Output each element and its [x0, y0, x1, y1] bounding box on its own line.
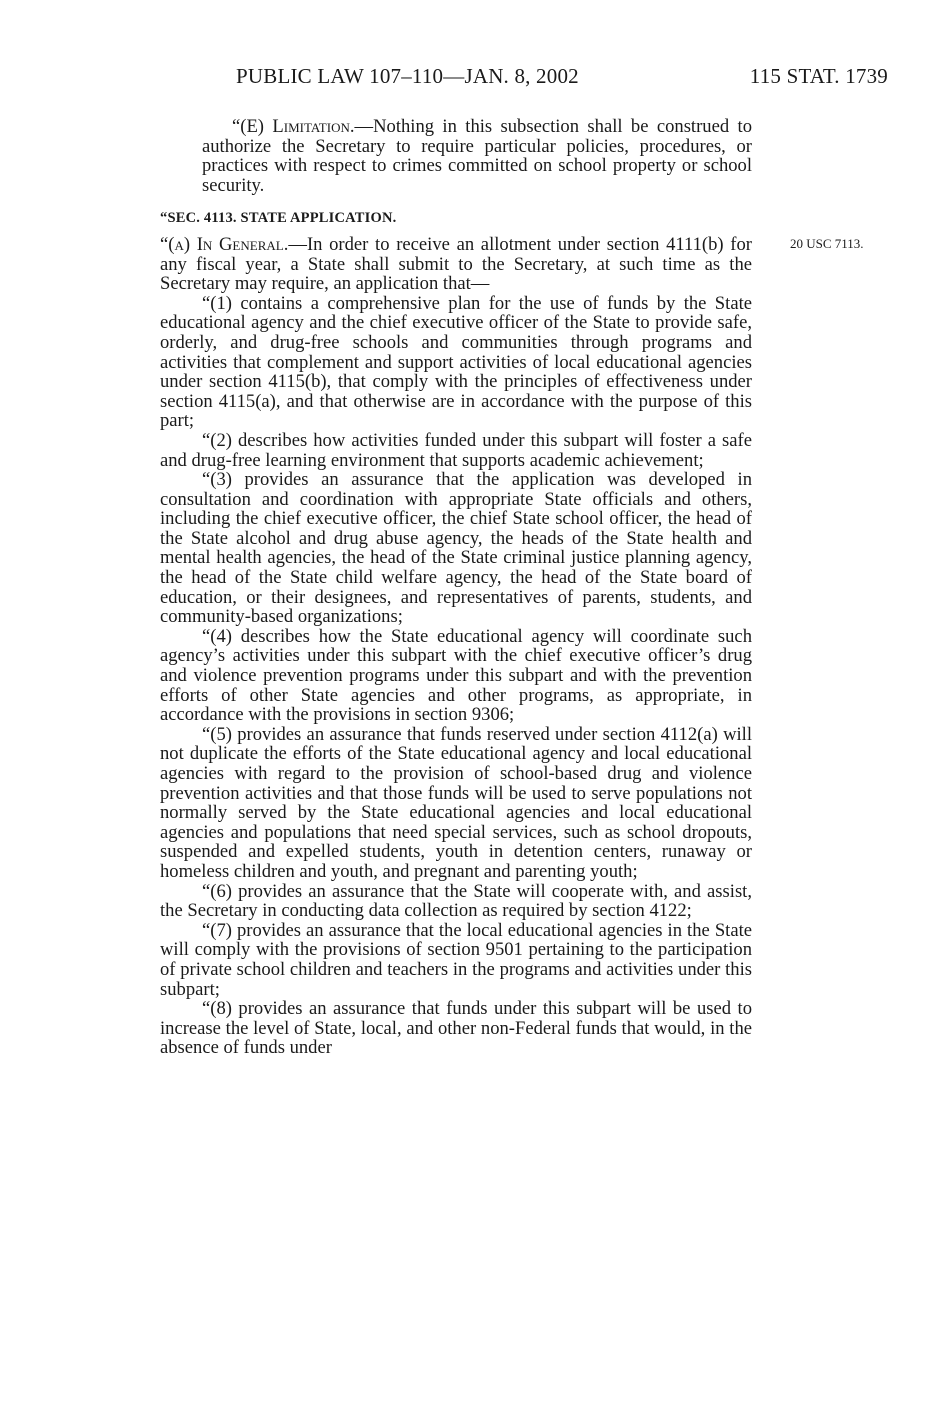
subsection-a-text: —In order to receive an allotment under section 4111(b) for any fiscal year, a State shall submit to the Secretary, at such time as the Secretary may require, an application that—	[160, 233, 752, 295]
list-item: “(7) provides an assurance that the local educational agencies in the State will comply with the provisions of section 9501 pertaining to the participation of private school children and teachers in the programs and activities under this subpart;	[160, 919, 752, 1000]
limitation-label: “(E) Limitation.	[232, 116, 355, 137]
list-item: “(2) describes how activities funded under this subpart will foster a safe and drug-free learning environment that supports academic achievement;	[160, 429, 752, 471]
usc-margin-note: 20 USC 7113.	[790, 236, 864, 251]
list-item: “(4) describes how the State educational agency will coordinate such agency’s activities under this subpart with the chief executive officer’s drug and violence prevention programs under this subpart and with the prevention efforts of other State agencies and other programs, as appropriate, in accordance with the provisions in section 9306;	[160, 625, 752, 726]
statute-page-number: 115 STAT. 1739	[749, 64, 888, 88]
list-item: “(1) contains a comprehensive plan for the use of funds by the State educational agency and the chief executive officer of the State to provide safe, orderly, and drug-free schools and communities through programs and activities that complement and support activities of local educational agencies under section 4115(b), that comply with the principles of effectiveness under section 4115(a), and that otherwise are in accordance with the purpose of this part;	[160, 292, 752, 432]
list-item: “(8) provides an assurance that funds under this subpart will be used to increase the level of State, local, and other non-Federal funds that would, in the absence of funds under	[160, 998, 752, 1059]
document-body	[160, 117, 752, 1058]
list-item: “(3) provides an assurance that the application was developed in consultation and coordination with appropriate State officials and others, including the chief executive officer, the chief State school officer, the head of the State alcohol and drug abuse agency, the heads of the State health and mental health agencies, the head of the State criminal justice planning agency, the head of the State child welfare agency, the head of the State board of education, or their designees, and representatives of parents, students, and community-based organizations;	[160, 469, 752, 628]
running-header	[236, 64, 888, 94]
subsection-a-label-wrap	[160, 234, 288, 255]
requirements-list	[160, 294, 752, 1058]
public-law-citation: PUBLIC LAW 107–110—JAN. 8, 2002	[236, 64, 579, 88]
subsection-a-label: “(a) In General.	[160, 233, 289, 255]
limitation-text: —Nothing in this subsection shall be construed to authorize the Secretary to require particular policies, procedures, or practices with respect to crimes committed on school property or school security.	[202, 116, 752, 196]
list-item: “(5) provides an assurance that funds reserved under section 4112(a) will not duplicate the efforts of the State educational agency and local educational agencies with regard to the provision of school-based drug and violence prevention activities and that those funds will be used to serve populations not normally served by the State educational agencies and local educational agencies and populations that need special services, such as school dropouts, suspended and expelled students, youth in detention centers, runaway or homeless children and youth, and pregnant and parenting youth;	[160, 723, 752, 882]
list-item: “(6) provides an assurance that the State will cooperate with, and assist, the Secretary in conducting data collection as required by section 4122;	[160, 880, 752, 922]
section-heading: “SEC. 4113. STATE APPLICATION.	[160, 210, 397, 227]
subsection-a	[160, 235, 752, 294]
limitation-paragraph	[160, 117, 752, 195]
